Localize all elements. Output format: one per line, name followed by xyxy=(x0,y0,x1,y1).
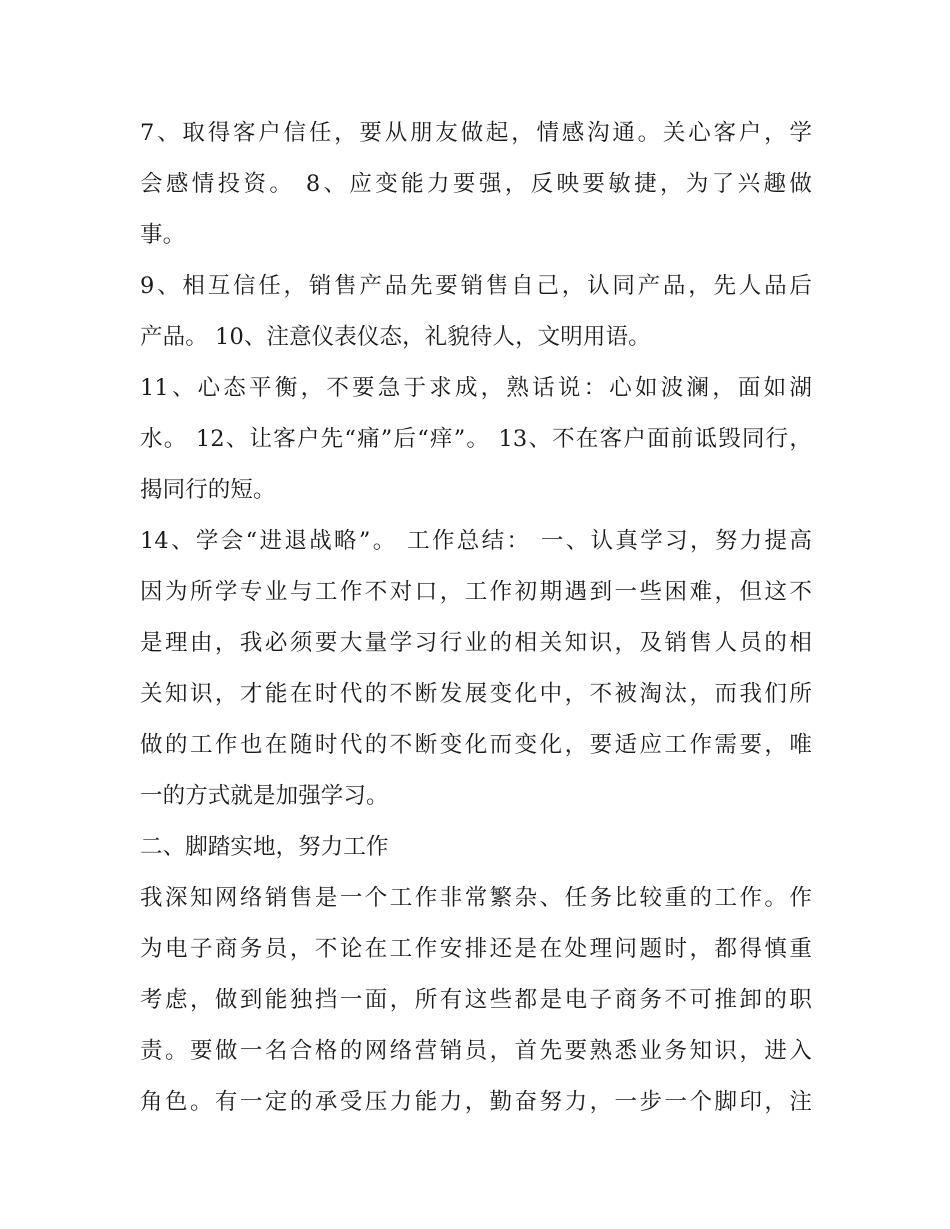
document-body xyxy=(140,108,812,1128)
text-line: 11、心态平衡，不要急于求成，熟话说：心如波澜，面如湖 xyxy=(140,375,812,401)
text-line: 揭同行的短。 xyxy=(140,477,276,503)
text-line: 会感情投资。 8、应变能力要强，反映要敏捷，为了兴趣做 xyxy=(140,171,812,197)
text-line: 做的工作也在随时代的不断变化而变化，要适应工作需要，唯 xyxy=(140,732,812,758)
section-heading-line: 14、学会“进退战略”。 工作总结： 一、认真学习，努力提高 xyxy=(140,528,812,554)
text-line: 关知识，才能在时代的不断发展变化中，不被淘汰，而我们所 xyxy=(140,681,812,707)
text-line: 为电子商务员，不论在工作安排还是在处理问题时，都得慎重 xyxy=(140,936,812,962)
text-line: 是理由，我必须要大量学习行业的相关知识，及销售人员的相 xyxy=(140,630,812,656)
text-line: 因为所学专业与工作不对口，工作初期遇到一些困难，但这不 xyxy=(140,579,812,605)
text-line: 9、相互信任，销售产品先要销售自己，认同产品，先人品后 xyxy=(140,273,812,299)
text-line: 产品。 10、注意仪表仪态，礼貌待人，文明用语。 xyxy=(140,324,651,350)
text-line: 事。 xyxy=(140,222,186,248)
text-line: 角色。有一定的承受压力能力，勤奋努力，一步一个脚印，注 xyxy=(140,1089,812,1115)
text-line: 考虑，做到能独挡一面，所有这些都是电子商务不可推卸的职 xyxy=(140,987,812,1013)
text-line: 责。要做一名合格的网络营销员，首先要熟悉业务知识，进入 xyxy=(140,1038,812,1064)
text-line: 7、取得客户信任，要从朋友做起，情感沟通。关心客户，学 xyxy=(140,120,812,146)
text-line: 我深知网络销售是一个工作非常繁杂、任务比较重的工作。作 xyxy=(140,885,812,911)
text-line: 水。 12、让客户先“痛”后“痒”。 13、不在客户面前诋毁同行， xyxy=(140,426,812,452)
text-line: 一的方式就是加强学习。 xyxy=(140,783,389,809)
section-heading: 二、脚踏实地，努力工作 xyxy=(140,834,389,860)
